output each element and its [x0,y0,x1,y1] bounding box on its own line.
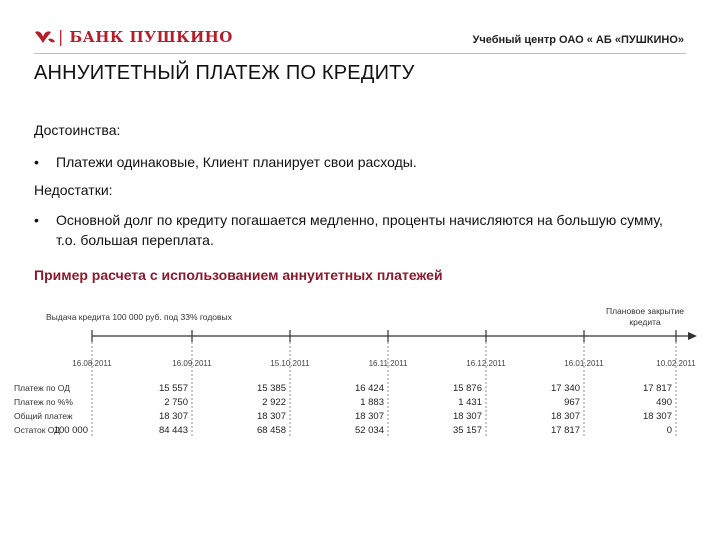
bullet-icon: • [34,212,39,228]
advantages-heading: Достоинства: [34,122,121,138]
timeline-date: 16.01.2011 [564,359,604,368]
timeline-cell: 15 557 [158,383,188,394]
timeline-date: 16.11.2011 [368,359,408,368]
timeline-cell: 17 340 [550,383,580,394]
disadvantages-heading: Недостатки: [34,182,113,198]
timeline-date: 16.09.2011 [172,359,212,368]
example-heading: Пример расчета с использованием аннуитетных платежей [34,267,443,283]
logo-text: БАНК ПУШКИНО [69,27,233,46]
bullet-icon: • [34,154,39,170]
timeline-end-label-2: кредита [629,317,661,327]
disadvantages-item-text: Основной долг по кредиту погашается медленно, проценты начисляются на большую сумму, т.о. большая переплата. [56,212,663,248]
timeline-arrow-icon [688,332,697,340]
timeline-date: 15.10.2011 [270,359,310,368]
timeline-cell: 16 424 [354,383,384,394]
timeline-end-label: Плановое закрытие [605,306,685,316]
timeline-cell: 2 750 [164,397,188,408]
timeline-cell: 15 385 [256,383,286,394]
timeline-cell: 17 817 [642,383,672,394]
advantages-item-text: Платежи одинаковые, Клиент планирует свои расходы. [56,154,417,170]
page-title: АННУИТЕТНЫЙ ПЛАТЕЖ ПО КРЕДИТУ [34,62,415,84]
payment-timeline [0,290,720,440]
timeline-cell: 967 [564,397,580,408]
bank-logo [34,27,233,46]
timeline-cell: 18 307 [354,411,384,422]
timeline-cell: 18 307 [642,411,672,422]
logo-emblem-icon [34,29,56,45]
timeline-cell: 84 443 [158,425,188,436]
disadvantages-item [34,210,674,250]
timeline-row-label: Платеж по ОД [14,383,70,393]
timeline-start-label: Выдача кредита 100 000 руб. под 33% годовых [46,312,232,322]
timeline-cell: 68 458 [256,425,286,436]
timeline-cell: 18 307 [452,411,482,422]
timeline-cell: 18 307 [550,411,580,422]
timeline-row-label: Остаток ОД [14,425,60,435]
timeline-cell: 35 157 [452,425,482,436]
timeline-date: 16.12.2011 [466,359,506,368]
logo-separator: | [58,27,64,46]
timeline-cell: 15 876 [452,383,482,394]
training-center-label: Учебный центр ОАО « АБ «ПУШКИНО» [472,34,684,46]
timeline-cell: 490 [656,397,672,408]
timeline-row-label: Общий платеж [14,411,73,421]
timeline-cell: 0 [666,425,672,436]
timeline-cell: 1 883 [360,397,384,408]
timeline-cell: 52 034 [354,425,384,436]
timeline-row-label: Платеж по %% [14,397,73,407]
header-divider [34,53,686,54]
advantages-item [34,152,674,172]
timeline-cell: 2 922 [262,397,286,408]
timeline-cell: 18 307 [158,411,188,422]
timeline-date: 10.02.2011 [656,359,696,368]
timeline-cell: 18 307 [256,411,286,422]
timeline-cell: 100 000 [53,425,88,436]
timeline-cell: 17 817 [550,425,580,436]
timeline-cell: 1 431 [458,397,482,408]
timeline-date: 16.08.2011 [72,359,112,368]
